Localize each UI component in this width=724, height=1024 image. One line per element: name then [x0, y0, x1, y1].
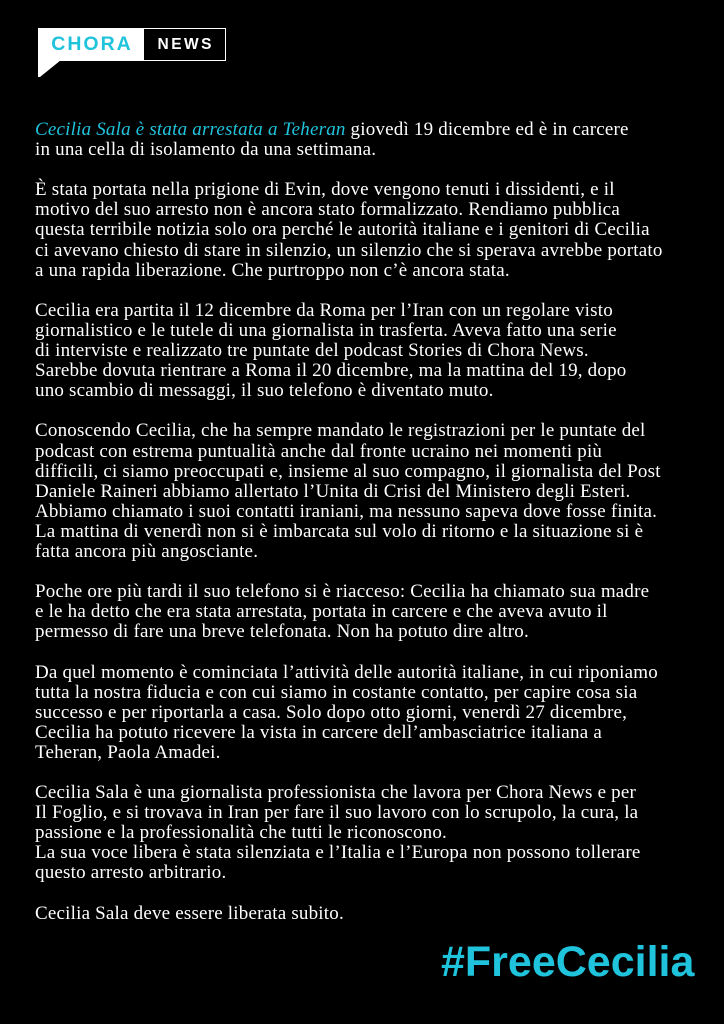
- logo-news-box: [144, 28, 226, 61]
- chora-news-logo: [38, 28, 226, 77]
- lead-highlight: Cecilia Sala è stata arrestata a Teheran: [35, 119, 346, 140]
- logo-speech-bubble-tail: [38, 60, 61, 77]
- lead-text: giovedì 19 dicembre ed è in carcere in una cella di isolamento da una settimana.: [35, 119, 629, 161]
- paragraph-about-cecilia: Cecilia Sala è una giornalista professionista che lavora per Chora News e per Il Foglio, e si trovava in Iran per fare il suo lavoro con lo scrupolo, la cura, la passione e la professionalità che tutti le riconoscono. La sua voce libera è stata silenziata e l’Italia e l’Europa non possono tollerare questo arresto arbitrario.: [35, 782, 641, 884]
- paragraph-authorities: Da quel momento è cominciata l’attività delle autorità italiane, in cui riponiamo tutta la nostra fiducia e con cui siamo in costante contatto, per capire cosa sia successo e per riportarla a casa. Solo dopo otto giorni, venerdì 27 dicembre, Cecilia ha potuto ricevere la vista in carcere dell’ambasciatrice italiana a Teheran, Paola Amadei.: [35, 661, 658, 763]
- closing-statement: Cecilia Sala deve essere liberata subito.: [35, 902, 344, 924]
- logo-chora-box: [38, 28, 144, 61]
- paragraph-alert: Conoscendo Cecilia, che ha sempre mandato le registrazioni per le puntate del podcast con estrema puntualità anche dal fronte ucraino nei momenti più difficili, ci siamo preoccupati e, insieme al suo compagno, il giornalista del Post Daniele Raineri abbiamo allertato l’Unita di Crisi del Ministero degli Esteri. Abbiamo chiamato i suoi contatti iraniani, ma nessuno sapeva dove fosse finita. La mattina di venerdì non si è imbarcata sul volo di ritorno e la situazione si è fatta ancora più angosciante.: [35, 420, 661, 562]
- logo-brand-name: CHORA: [51, 32, 133, 55]
- lead-paragraph: [35, 120, 685, 160]
- paragraph-trip: Cecilia era partita il 12 dicembre da Roma per l’Iran con un regolare visto giornalistico e le tutele di una giornalista in trasferta. Aveva fatto una serie di interviste e realizzato tre puntate del podcast Stories di Chora News. Sarebbe dovuta rientrare a Roma il 20 dicembre, ma la mattina del 19, dopo uno scambio di messaggi, il suo telefono è diventato muto.: [35, 299, 627, 402]
- logo-section-name: NEWS: [157, 35, 214, 53]
- statement-body: [35, 120, 685, 944]
- paragraph-phone-call: Poche ore più tardi il suo telefono si è riacceso: Cecilia ha chiamato sua madre e le ha detto che era stata arrestata, portata in carcere e che aveva avuto il permesso di fare una breve telefonata. Non ha potuto dire altro.: [35, 581, 650, 643]
- logo-tail-shape: [38, 60, 61, 77]
- free-cecilia-hashtag: #FreeCecilia: [441, 938, 695, 986]
- paragraph-detention: È stata portata nella prigione di Evin, dove vengono tenuti i dissidenti, e il motivo del suo arresto non è ancora stato formalizzato. Rendiamo pubblica questa terribile notizia solo ora perché le autorità italiane e i genitori di Cecilia ci avevano chiesto di stare in silenzio, un silenzio che si sperava avrebbe portato a una rapida liberazione. Che purtroppo non c’è ancora stata.: [35, 179, 663, 281]
